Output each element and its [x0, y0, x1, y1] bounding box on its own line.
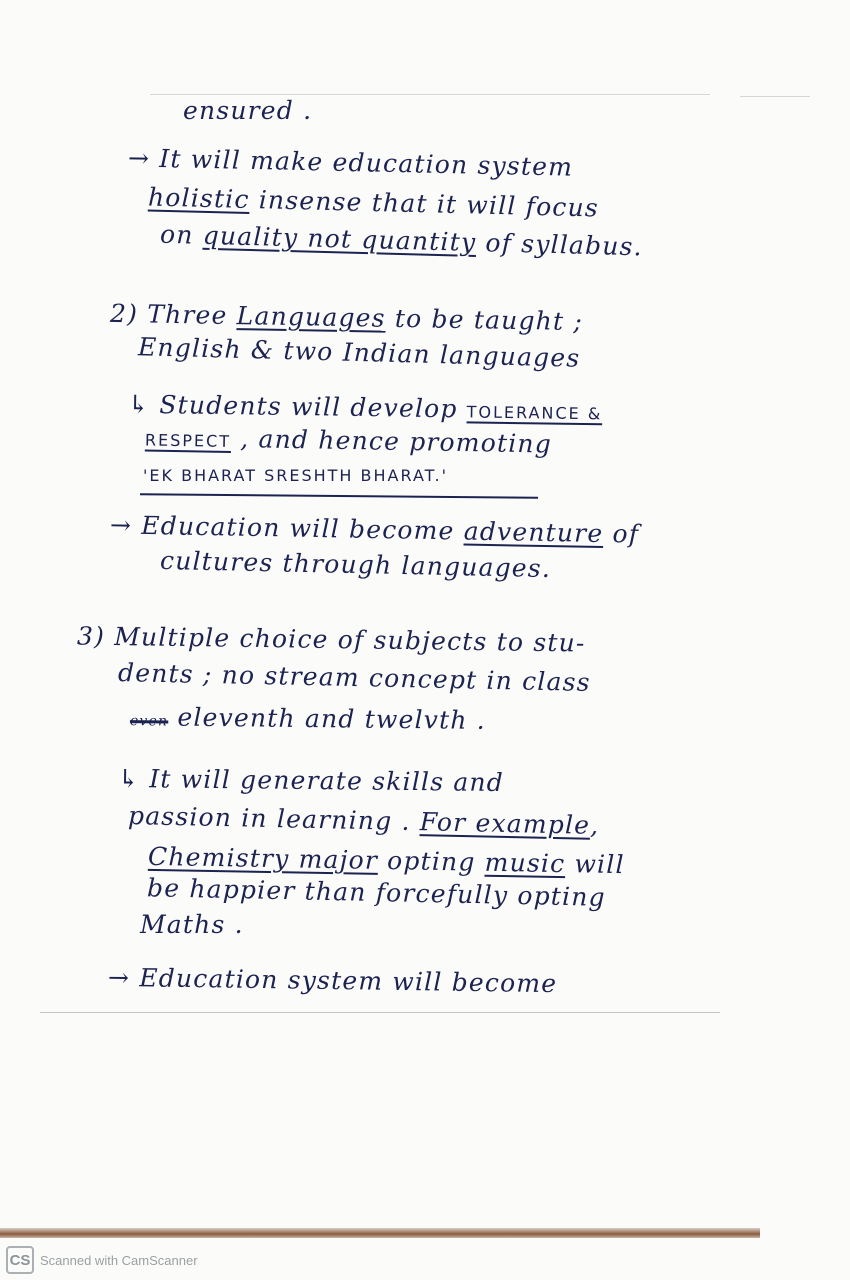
note-line: passion in learning . For example, — [127, 801, 600, 840]
note-line: on quality not quantity of syllabus. — [159, 219, 644, 262]
watermark-text: Scanned with CamScanner — [40, 1252, 198, 1268]
note-line: ensured . — [183, 96, 313, 125]
camscanner-footer — [6, 1245, 198, 1275]
note-line: dents ; no stream concept in class — [117, 658, 591, 697]
note-line: English & two Indian languages — [137, 332, 581, 373]
note-line: Chemistry major opting music will — [147, 841, 625, 880]
notebook-rule — [40, 1012, 720, 1013]
note-line: → It will make education system — [127, 143, 574, 182]
scan-edge-band — [0, 1228, 760, 1238]
note-line: be happier than forcefully opting — [146, 873, 607, 912]
camscanner-logo-icon: CS — [6, 1246, 34, 1274]
note-line: even eleventh and twelvth . — [129, 702, 487, 735]
note-line: ↳ It will generate skills and — [117, 763, 505, 798]
notebook-rule — [740, 96, 810, 97]
handwritten-underline — [140, 493, 538, 498]
note-line: 'EK BHARAT SRESHTH BHARAT.' — [143, 466, 449, 485]
note-line: ↳ Students will develop TOLERANCE & — [127, 389, 603, 424]
note-line: → Education will become adventure of — [109, 510, 640, 549]
note-line: 2) Three Languages to be taught ; — [109, 298, 584, 337]
note-line: holistic insense that it will focus — [147, 182, 600, 223]
note-line: Maths . — [140, 910, 244, 939]
notebook-rule — [150, 94, 710, 95]
note-line: 3) Multiple choice of subjects to stu- — [76, 621, 586, 658]
note-line: cultures through languages. — [159, 545, 552, 584]
note-line: RESPECT , and hence promoting — [144, 424, 553, 459]
note-line: → Education system will become — [107, 962, 558, 999]
